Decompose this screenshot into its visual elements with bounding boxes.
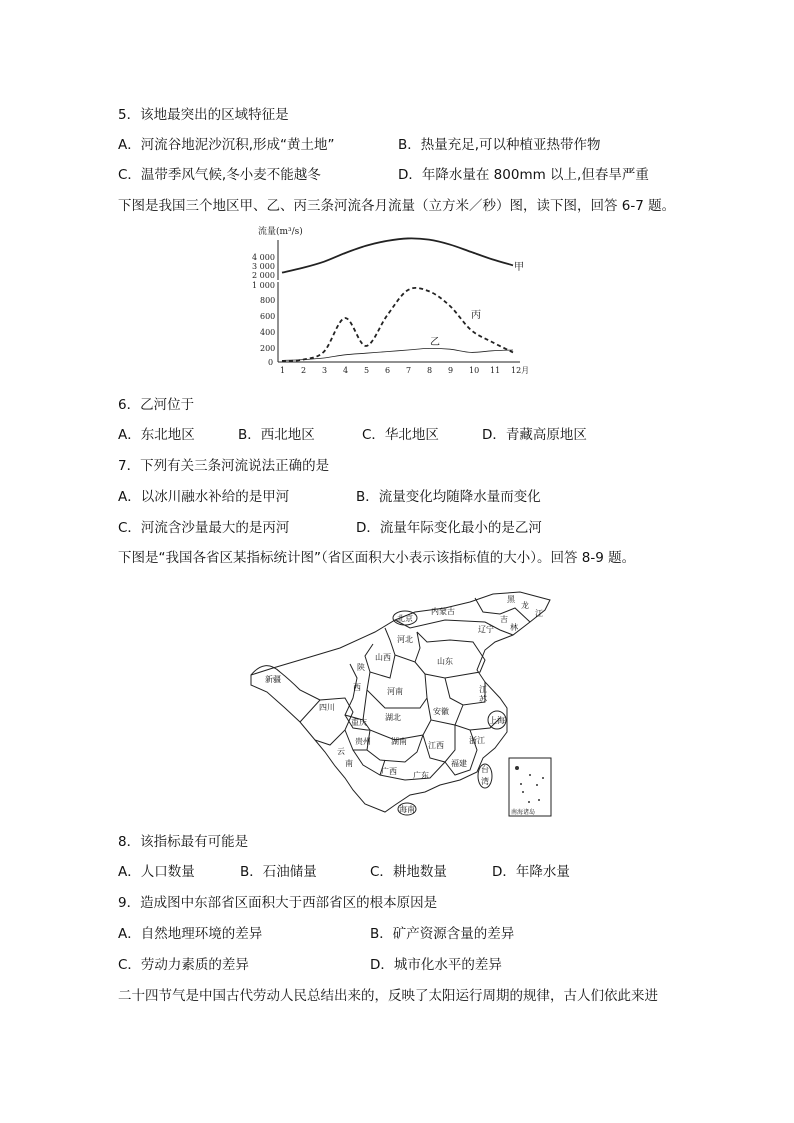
y-ticks-lower [252,281,275,367]
y-tick-600: 600 [260,312,276,321]
label-liaoning: 辽宁 [478,625,494,634]
q9-option-d: D．城市化水平的差异 [370,957,502,973]
intro-6-7: 下图是我国三个地区甲、乙、丙三条河流各月流量（立方米／秒）图，读下图，回答 6-7 题。 [118,198,676,214]
boundary-hunan [367,730,423,762]
intro-8-9: 下图是“我国各省区某指标统计图”（省区面积大小表示该指标值的大小）。回答 8-9 题。 [118,550,636,566]
x-tick-1: 1 [280,366,286,375]
label-anhui: 安徽 [433,707,449,716]
label-hei: 黑 [507,595,515,604]
x-tick-12: 12月 [511,366,530,375]
x-tick-4: 4 [343,366,349,375]
label-xi: 西 [353,683,361,692]
label-xinjiang: 新疆 [265,675,281,684]
y-tick-2000: 2 000 [252,271,275,280]
y-tick-800: 800 [260,296,276,305]
x-tick-8: 8 [427,366,433,375]
label-hunan: 湖南 [391,737,407,746]
q6-option-a: A．东北地区 [118,427,195,443]
label-guangxi: 广西 [381,767,397,776]
label-nan-yn: 南 [345,759,353,768]
y-axis-label: 流量(m³/s) [258,227,303,237]
series-line-1 [282,238,513,272]
y-tick-200: 200 [260,344,276,353]
q7-option-b: B．流量变化均随降水量而变化 [356,489,541,505]
south-china-sea-inset [509,758,551,816]
label-inset: 南海诸岛 [511,809,536,816]
label-long: 龙 [521,601,529,610]
label-jiang-hlj: 江 [535,609,543,618]
y-tick-4000: 4 000 [252,253,275,262]
label-su: 苏 [479,695,487,704]
label-shanxi: 山西 [375,653,391,662]
boundary-xinjiang [251,666,320,700]
label-shan: 陕 [357,663,365,672]
q6-option-c: C．华北地区 [362,427,439,443]
x-tick-5: 5 [364,366,370,375]
label-zhejiang: 浙江 [469,736,485,745]
inset-islands [515,766,544,803]
x-tick-7: 7 [406,366,412,375]
boundary-shandong [415,632,485,678]
province-cartogram [245,580,565,820]
q6-stem: 6．乙河位于 [118,397,195,413]
q9-option-b: B．矿产资源含量的差异 [370,926,515,942]
q5-option-d: D．年降水量在 800mm 以上,但春旱严重 [398,167,649,183]
label-jiangxi: 江西 [428,741,444,750]
q7-stem: 7．下列有关三条河流说法正确的是 [118,458,330,474]
series-line-2 [282,288,513,361]
q8-option-b: B．石油储量 [240,864,317,880]
label-sichuan: 四川 [319,703,335,712]
label-hainan: 海南 [399,805,415,814]
label-guangdong: 广东 [413,771,429,780]
label-ji: 吉 [500,615,508,624]
label-wan: 湾 [481,777,489,786]
y-tick-0: 0 [268,358,274,367]
label-yun: 云 [337,747,345,756]
q8-option-c: C．耕地数量 [370,864,447,880]
x-tick-11: 11 [490,366,501,375]
q5-option-b: B．热量充足,可以种植亚热带作物 [398,137,601,153]
q8-stem: 8．该指标最有可能是 [118,834,249,850]
q9-option-a: A．自然地理环境的差异 [118,926,263,942]
y-tick-1000: 1 000 [252,281,275,290]
x-tick-2: 2 [301,366,307,375]
q7-option-c: C．河流含沙量最大的是丙河 [118,520,290,536]
x-tick-10: 10 [469,366,480,375]
q8-option-a: A．人口数量 [118,864,195,880]
x-ticks [280,366,529,375]
q9-stem: 9．造成图中东部省区面积大于西部省区的根本原因是 [118,895,438,911]
label-tai: 台 [481,765,489,774]
q6-option-d: D．青藏高原地区 [482,427,587,443]
q7-option-a: A．以冰川融水补给的是甲河 [118,489,290,505]
label-guizhou: 贵州 [355,737,371,746]
y-tick-3000: 3 000 [252,262,275,271]
series-group [282,238,513,361]
x-tick-9: 9 [448,366,454,375]
label-lin: 林 [510,623,518,632]
boundary-shaanxi [345,664,367,720]
label-chongqing: 重庆 [351,718,367,727]
label-shanghai: 上海 [489,716,505,725]
q9-option-c: C．劳动力素质的差异 [118,957,249,973]
label-henan: 河南 [387,687,403,696]
x-tick-3: 3 [322,366,328,375]
series-label-yi: 乙 [430,337,440,348]
q8-option-d: D．年降水量 [492,864,570,880]
label-shandong: 山东 [437,657,453,666]
q5-option-a: A．河流谷地泥沙沉积,形成“黄土地” [118,137,335,153]
q7-option-d: D．流量年际变化最小的是乙河 [356,520,542,536]
q5-stem: 5．该地最突出的区域特征是 [118,107,289,123]
y-ticks-upper [252,253,275,280]
q6-option-b: B．西北地区 [238,427,315,443]
label-hubei: 湖北 [385,713,401,722]
y-tick-400: 400 [260,328,276,337]
series-label-bing: 丙 [471,310,481,321]
x-tick-6: 6 [385,366,391,375]
label-beijing: 北京 [397,614,413,623]
series-label-jia: 甲 [514,262,524,273]
label-jiang-js: 江 [479,685,487,694]
q5-option-c: C．温带季风气候,冬小麦不能越冬 [118,167,321,183]
series-line-3 [282,348,513,360]
label-hebei: 河北 [397,635,413,644]
river-flow-chart [250,222,540,382]
label-neimenggu: 内蒙古 [431,607,455,616]
label-fujian: 福建 [451,759,467,768]
trailing-paragraph: 二十四节气是中国古代劳动人民总结出来的，反映了太阳运行周期的规律，古人们依此来进 [118,988,658,1004]
